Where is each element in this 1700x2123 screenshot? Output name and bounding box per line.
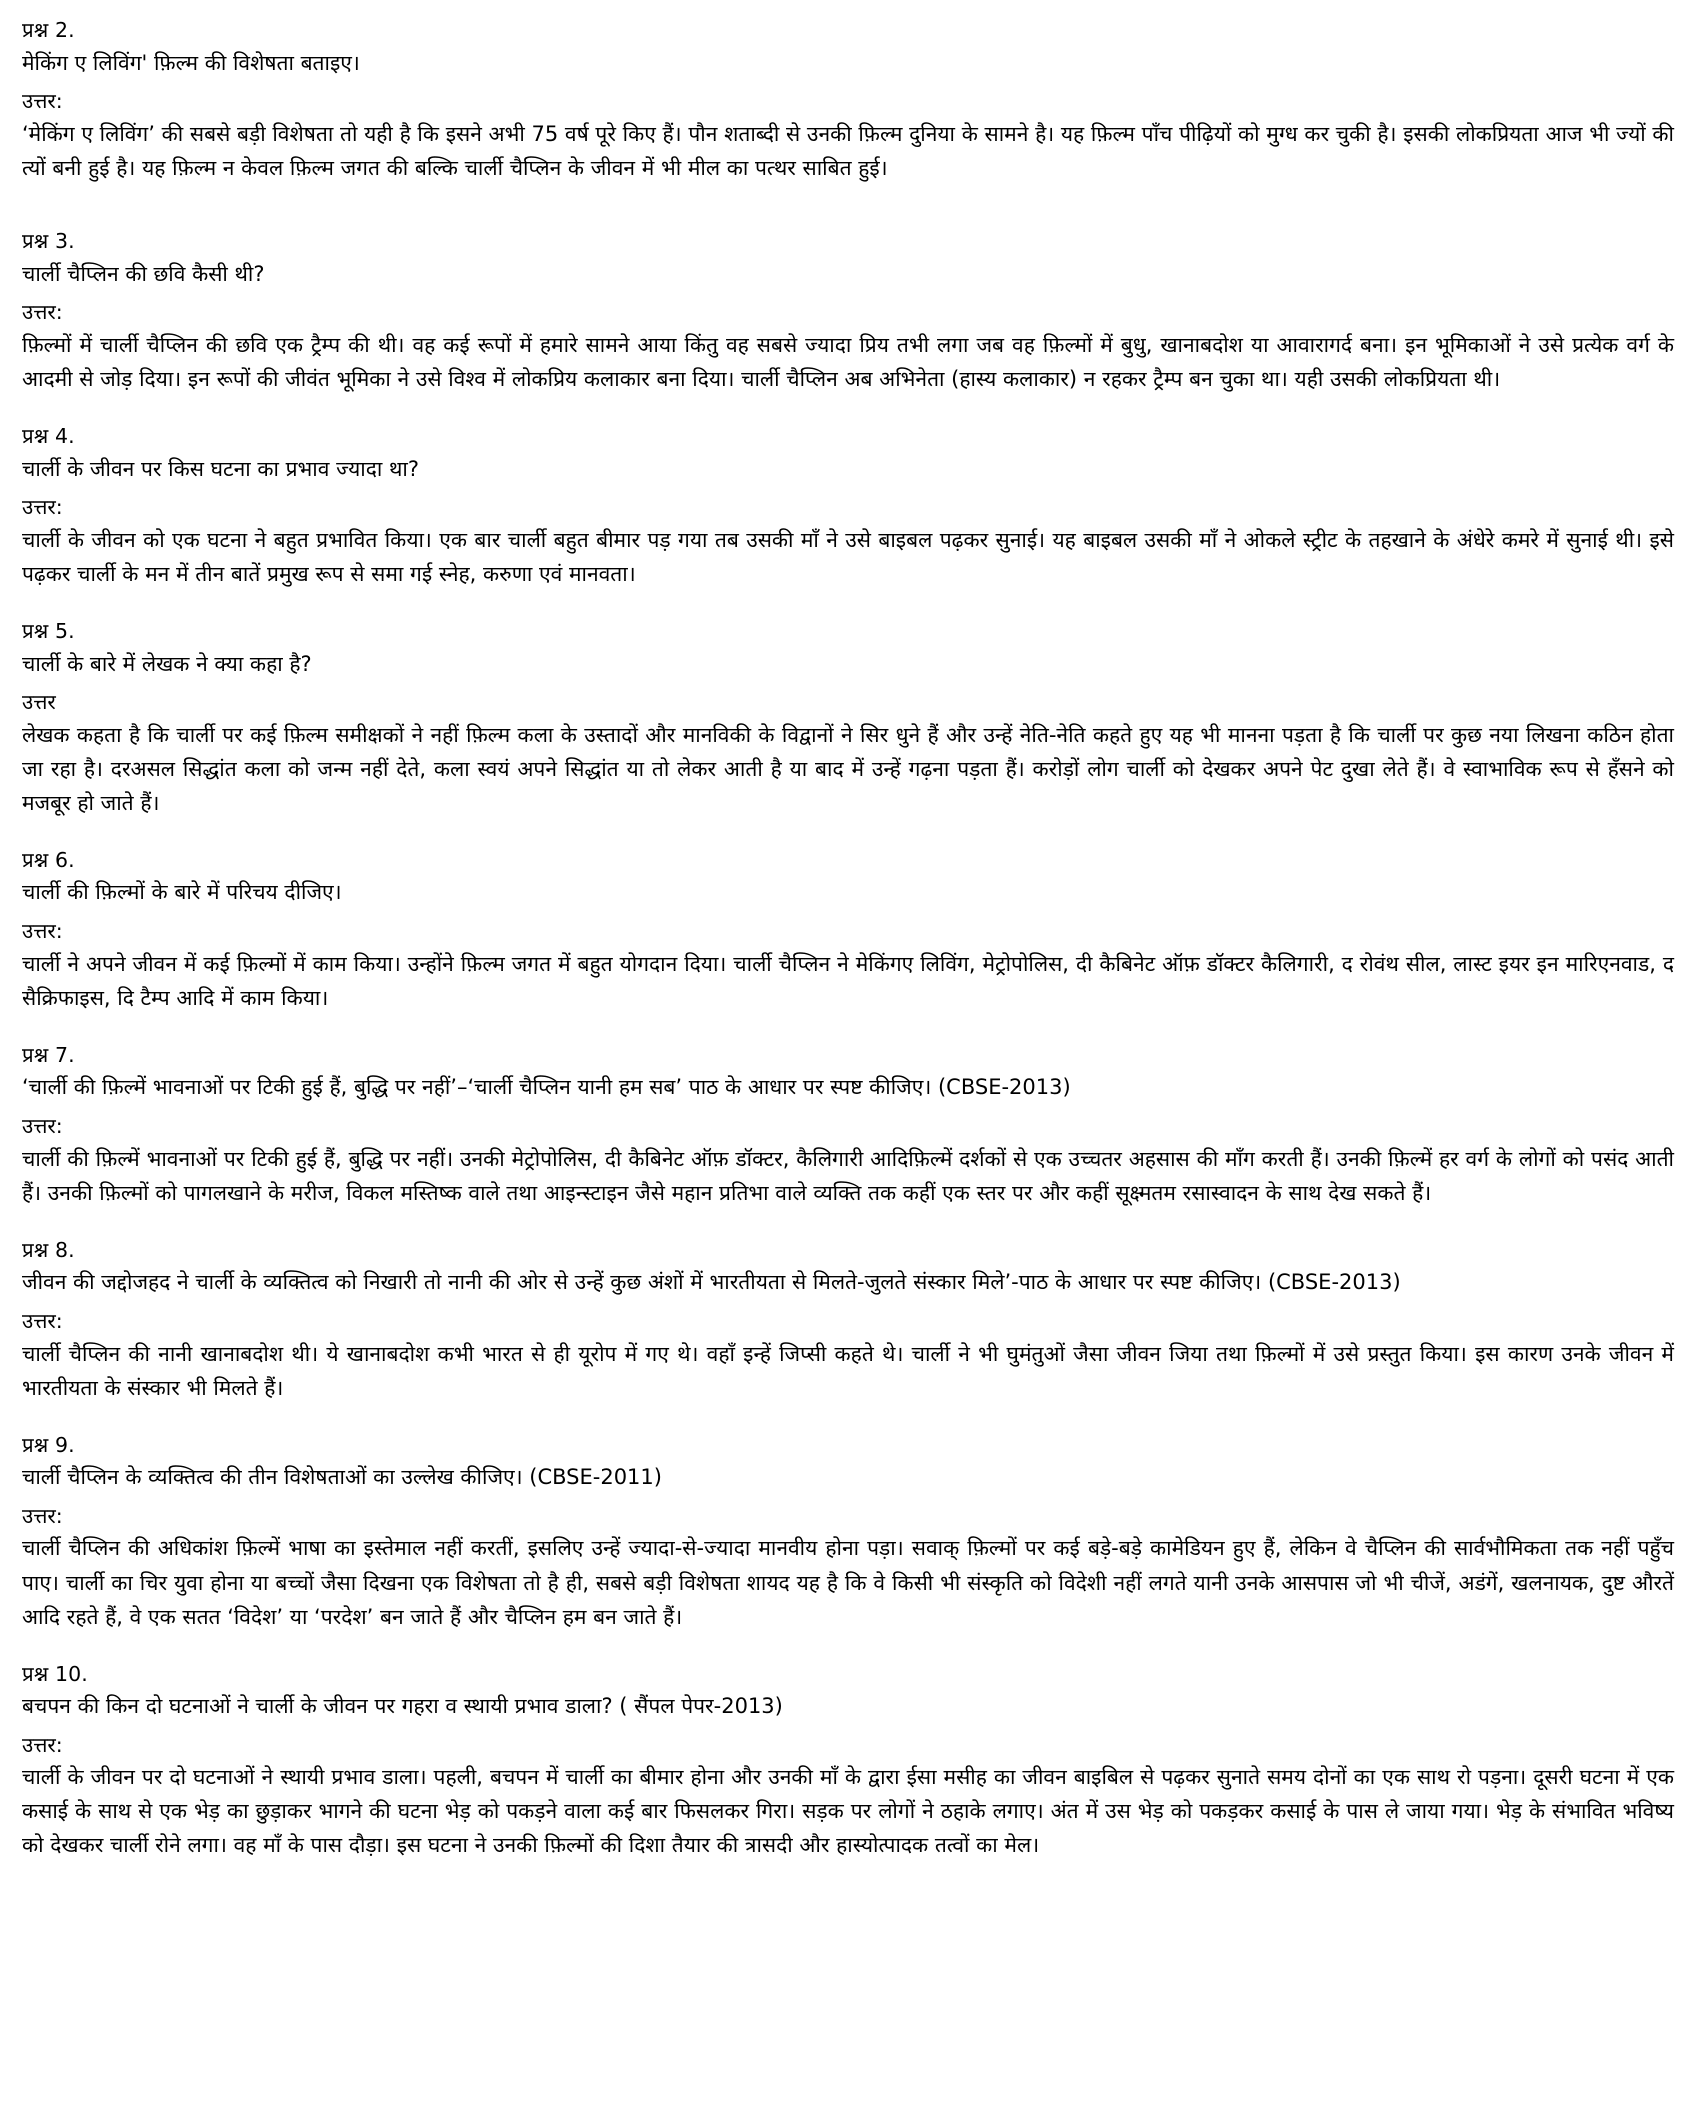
question-number: प्रश्न 7. (22, 1042, 75, 1067)
answer-label: उत्तर: (22, 1732, 63, 1757)
answer-label: उत्तर: (22, 1113, 63, 1138)
question-number: प्रश्न 8. (22, 1237, 75, 1262)
answer-label: उत्तर: (22, 495, 63, 520)
qa-block (22, 1660, 1674, 1863)
question-text: मेकिंग ए लिविंग' फ़िल्म की विशेषता बताइए। (22, 50, 360, 75)
question-number: प्रश्न 4. (22, 423, 75, 448)
question-number: प्रश्न 2. (22, 18, 75, 42)
answer-label: उत्तर: (22, 1503, 63, 1528)
answer-text: लेखक कहता है कि चार्ली पर कई फ़िल्म समीक्षकों ने नहीं फ़िल्म कला के उस्तादों और मानविकी के विद्वानों ने सिर धुने हैं और उन्हें नेति-नेति कहते हुए यह भी मानना पड़ता है कि चार्ली पर कुछ नया लिखना कठिन होता जा रहा है। दरअसल सिद्धांत कला को जन्म नहीं देते, कला स्वयं अपने सिद्धांत या तो लेकर आती है या बाद में उन्हें गढ़ना पड़ता हैं। करोड़ों लोग चार्ली को देखकर अपने पेट दुखा लेते हैं। वे स्वाभाविक रूप से हँसने को मजबूर हो जाते हैं। (22, 722, 1674, 815)
answer-text: चार्ली की फ़िल्में भावनाओं पर टिकी हुई हैं, बुद्धि पर नहीं। उनकी मेट्रोपोलिस, दी कैबिनेट ऑफ़ डॉक्टर, कैलिगारी आदिफ़िल्में दर्शकों से एक उच्चतर अहसास की माँग करती हैं। उनकी फ़िल्में हर वर्ग के लोगों को पसंद आती हैं। उनकी फ़िल्मों को पागलखाने के मरीज, विकल मस्तिष्क वाले तथा आइन्स्टाइन जैसे महान प्रतिभा वाले व्यक्ति तक कहीं एक स्तर पर और कहीं सूक्ष्मतम रसास्वादन के साथ देख सकते हैं। (22, 1146, 1674, 1205)
answer-text: चार्ली चैप्लिन की अधिकांश फ़िल्में भाषा का इस्तेमाल नहीं करतीं, इसलिए उन्हें ज्यादा-से-ज्यादा मानवीय होना पड़ा। सवाक् फ़िल्मों पर कई बड़े-बड़े कामेडियन हुए हैं, लेकिन वे चैप्लिन की सार्वभौमिकता तक नहीं पहुँच पाए। चार्ली का चिर युवा होना या बच्चों जैसा दिखना एक विशेषता तो है ही, सबसे बड़ी विशेषता शायद यह है कि वे किसी भी संस्कृति को विदेशी नहीं लगते यानी उनके आसपास जो भी चीजें, अडंगें, खलनायक, दुष्ट औरतें आदि रहते हैं, वे एक सतत ‘विदेश’ या ‘परदेश’ बन जाते हैं और चैप्लिन हम बन जाते हैं। (22, 1536, 1674, 1629)
qa-block (22, 846, 1674, 1015)
answer-label: उत्तर: (22, 1308, 63, 1333)
qa-block (22, 1431, 1674, 1634)
question-number: प्रश्न 3. (22, 228, 75, 253)
question-number: प्रश्न 6. (22, 847, 75, 872)
qa-block (22, 1236, 1674, 1405)
answer-text: चार्ली ने अपने जीवन में कई फ़िल्मों में काम किया। उन्होंने फ़िल्म जगत में बहुत योगदान दिया। चार्ली चैप्लिन ने मेकिंगए लिविंग, मेट्रोपोलिस, दी कैबिनेट ऑफ़ डॉक्टर कैलिगारी, द रोवंथ सील, लास्ट इयर इन मारिएनवाड, द सैक्रिफाइस, दि टैम्प आदि में काम किया। (22, 951, 1674, 1010)
question-text: चार्ली के जीवन पर किस घटना का प्रभाव ज्यादा था? (22, 456, 419, 481)
question-text: चार्ली की फ़िल्मों के बारे में परिचय दीजिए। (22, 880, 342, 905)
qa-block (22, 422, 1674, 591)
qa-block (22, 617, 1674, 820)
qa-block (22, 227, 1674, 396)
answer-text: चार्ली के जीवन पर दो घटनाओं ने स्थायी प्रभाव डाला। पहली, बचपन में चार्ली का बीमार होना और उनकी माँ के द्वारा ईसा मसीह का जीवन बाइबिल से पढ़कर सुनाते समय दोनों का एक साथ रो पड़ना। दूसरी घटना में एक कसाई के साथ से एक भेड़ का छुड़ाकर भागने की घटना भेड़ को पकड़ने वाला कई बार फिसलकर गिरा। सड़क पर लोगों ने ठहाके लगाए। अंत में उस भेड़ को पकड़कर कसाई के पास ले जाया गया। भेड़ के संभावित भविष्य को देखकर चार्ली रोने लगा। वह माँ के पास दौड़ा। इस घटना ने उनकी फ़िल्मों की दिशा तैयार की त्रासदी और हास्योत्पादक तत्वों का मेल। (22, 1765, 1674, 1858)
question-number: प्रश्न 10. (22, 1661, 88, 1686)
question-text: चार्ली चैप्लिन की छवि कैसी थी? (22, 261, 265, 286)
question-text: बचपन की किन दो घटनाओं ने चार्ली के जीवन पर गहरा व स्थायी प्रभाव डाला? ( सैंपल पेपर-2013) (22, 1694, 783, 1719)
question-text: जीवन की जद्दोजहद ने चार्ली के व्यक्तित्व को निखारी तो नानी की ओर से उन्हें कुछ अंशों में भारतीयता से मिलते-जुलते संस्कार मिले’-पाठ के आधार पर स्पष्ट कीजिए। (CBSE-2013) (22, 1270, 1401, 1295)
answer-text: फ़िल्मों में चार्ली चैप्लिन की छवि एक ट्रैम्प की थी। वह कई रूपों में हमारे सामने आया किंतु वह सबसे ज्यादा प्रिय तभी लगा जब वह फ़िल्मों में बुधु, खानाबदोश या आवारागर्द बना। इन भूमिकाओं ने उसे प्रत्येक वर्ग के आदमी से जोड़ दिया। इन रूपों की जीवंत भूमिका ने उसे विश्व में लोकप्रिय कलाकार बना दिया। चार्ली चैप्लिन अब अभिनेता (हास्य कलाकार) न रहकर ट्रैम्प बन चुका था। यही उसकी लोकप्रियता थी। (22, 332, 1674, 391)
answer-text: चार्ली के जीवन को एक घटना ने बहुत प्रभावित किया। एक बार चार्ली बहुत बीमार पड़ गया तब उसकी माँ ने उसे बाइबल पढ़कर सुनाई। यह बाइबल उसकी माँ ने ओकले स्ट्रीट के तहखाने के अंधेरे कमरे में सुनाई थी। इसे पढ़कर चार्ली के मन में तीन बातें प्रमुख रूप से समा गई स्नेह, करुणा एवं मानवता। (22, 527, 1674, 586)
answer-text: चार्ली चैप्लिन की नानी खानाबदोश थी। ये खानाबदोश कभी भारत से ही यूरोप में गए थे। वहाँ इन्हें जिप्सी कहते थे। चार्ली ने भी घुमंतुओं जैसा जीवन जिया तथा फ़िल्मों में उसे प्रस्तुत किया। इस कारण उनके जीवन में भारतीयता के संस्कार भी मिलते हैं। (22, 1341, 1674, 1400)
question-text: चार्ली चैप्लिन के व्यक्तित्व की तीन विशेषताओं का उल्लेख कीजिए। (CBSE-2011) (22, 1465, 662, 1490)
answer-label: उत्तर (22, 690, 56, 715)
answer-label: उत्तर: (22, 918, 63, 943)
question-number: प्रश्न 5. (22, 618, 75, 643)
answer-label: उत्तर: (22, 89, 63, 114)
qa-block (22, 1041, 1674, 1210)
question-text: चार्ली के बारे में लेखक ने क्या कहा है? (22, 651, 312, 676)
answer-text: ‘मेकिंग ए लिविंग’ की सबसे बड़ी विशेषता तो यही है कि इसने अभी 75 वर्ष पूरे किए हैं। पौन शताब्दी से उनकी फ़िल्म दुनिया के सामने है। यह फ़िल्म पाँच पीढ़ियों को मुग्ध कर चुकी है। इसकी लोकप्रियता आज भी ज्यों की त्यों बनी हुई है। यह फ़िल्म न केवल फ़िल्म जगत की बल्कि चार्ली चैप्लिन के जीवन में भी मील का पत्थर साबित हुई। (22, 121, 1674, 180)
answer-label: उत्तर: (22, 300, 63, 325)
question-number: प्रश्न 9. (22, 1432, 75, 1457)
question-text: ‘चार्ली की फ़िल्में भावनाओं पर टिकी हुई हैं, बुद्धि पर नहीं’–‘चार्ली चैप्लिन यानी हम सब’ पाठ के आधार पर स्पष्ट कीजिए। (CBSE-2013) (22, 1075, 1071, 1100)
qa-block (22, 16, 1674, 185)
